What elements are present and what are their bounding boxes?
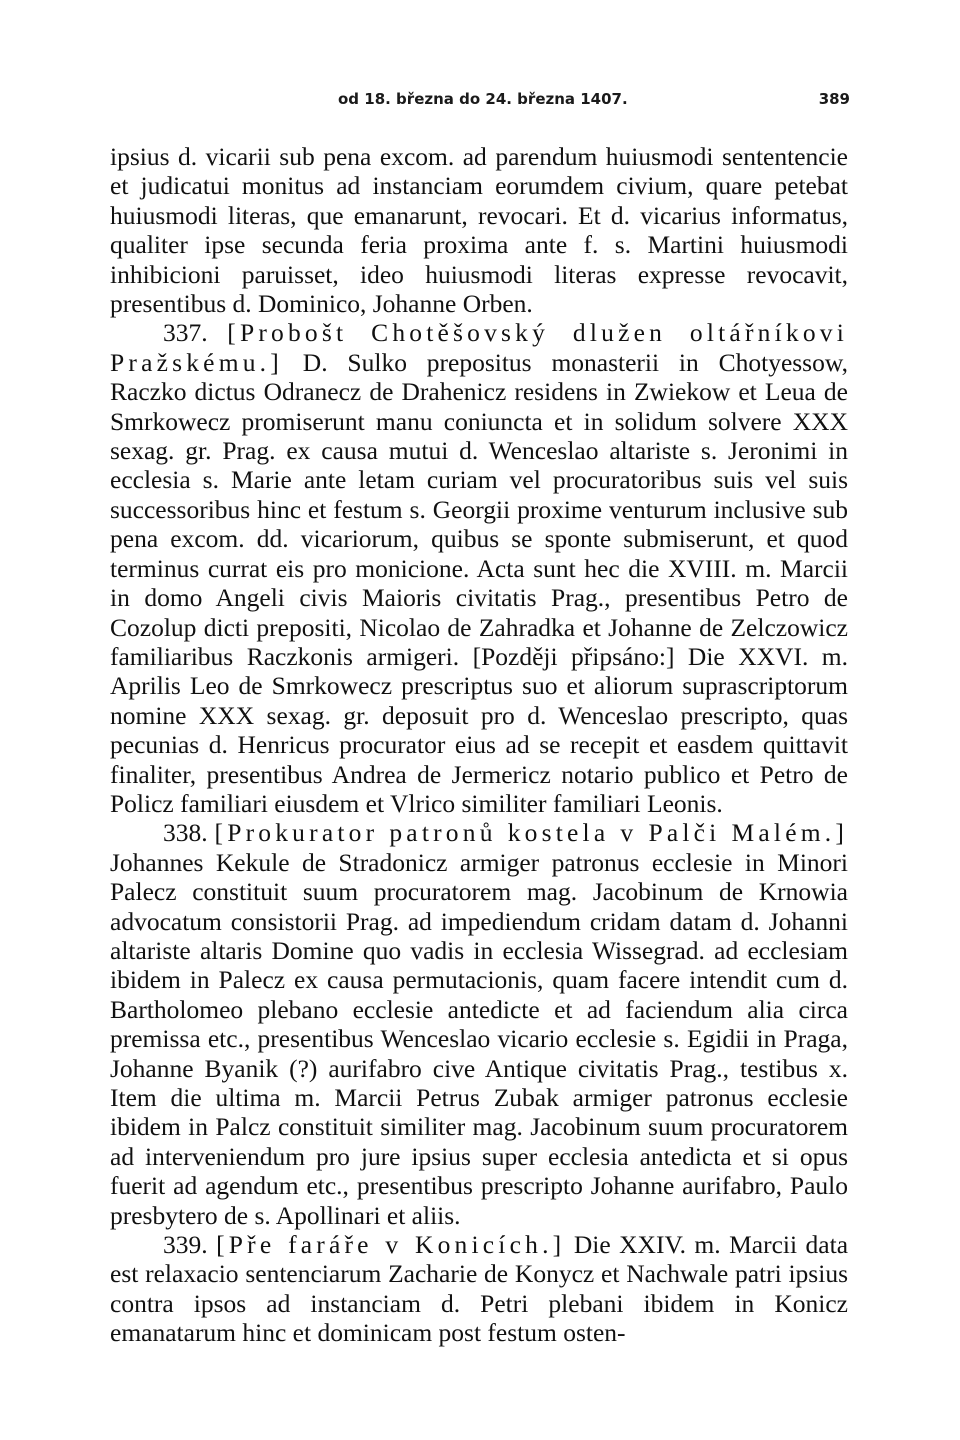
paragraph-text: ipsius d. vicarii sub pena excom. ad parendum huiusmodi sententencie et judicatui monitus ad instanciam eorumdem civium, quare petebat huiusmodi literas, que emanarunt, revocari. Et d. vicarius informatus, qualiter ipse secunda feria proxima ante f. s. Martini huiusmodi inhibicioni paruisset, ideo huiusmodi literas expresse revocavit, presentibus d. Dominico, Johanne Orben. [110,142,848,319]
entry-heading: [Probošt Chotěšovský dlužen oltářníkovi Pražskému.] [110,318,849,377]
page-header [110,90,850,114]
entry-number: 339. [163,1230,208,1260]
entry-heading: [Pře faráře v Konicích.] [216,1230,566,1260]
entry-heading: [Prokurator patronů kostela v Palči Malém.] [214,818,849,848]
entry-338 [110,818,848,1230]
entry-number: 338. [163,818,208,848]
entry-number: 337. [163,318,208,348]
entry-text: D. Sulko prepositus monasterii in Chotyessow, Raczko dictus Odranecz de Drahenicz residens in Zwiekow et Leua de Smrkowecz promiserunt manu coniuncta et in solidum solvere XXX sexag. gr. Prag. ex causa mutui d. Wenceslao altariste s. Jeronimi in ecclesia s. Marie ante letam curiam vel procuratoribus suis vel suis successoribus hinc et festum s. Georgii proxime venturum inclusive sub pena excom. dd. vicariorum, quibus se sponte submiserunt, et quod terminus currat eis pro monicione. Acta sunt hec die XVIII. m. Marcii in domo Angeli civis Maioris civitatis Prag., presentibus Petro de Cozolup dicti prepositi, Nicolao de Zahradka et Johanne de Zelczowicz familiaribus Raczkonis armigeri. [Později připsáno:] Die XXVI. m. Aprilis Leo de Smrkowecz prescriptus suo et aliorum suprascriptorum nomine XXX sexag. gr. deposuit pro d. Wenceslao prescripto, quas pecunias d. Henricus procurator eius ad se recepit et easdem quittavit finaliter, presentibus Andrea de Jermericz notario publico et Petro de Policz familiari eiusdem et Vlrico similiter familiari Leonis. [110,347,848,818]
paragraph-continuation [110,142,848,318]
entry-339 [110,1230,848,1348]
body-text [110,142,848,1348]
page-number: 389 [818,90,850,108]
running-title: od 18. března do 24. března 1407. [338,90,628,108]
entry-337 [110,318,848,818]
entry-text: Johannes Kekule de Stradonicz armiger patronus ecclesie in Minori Palecz constituit suum procuratorem mag. Jacobinum de Krnowia advocatum consistorii Prag. ad impediendum cridam datam d. Johanni altariste altaris Domine quo vadis in ecclesia Wissegrad. ad ecclesiam ibidem in Palecz ex causa permutacionis, quam facere intendit cum d. Bartholomeo plebano ecclesie antedicte et ad faciendum alia circa premissa etc., presentibus Wenceslao vicario ecclesie s. Egidii in Praga, Johanne Byanik (?) aurifabro cive Antique civitatis Prag., testibus x. Item die ultima m. Marcii Petrus Zubak armiger patronus ecclesie ibidem in Palcz constituit similiter mag. Jacobinum suum procuratorem ad interveniendum pro jure ipsius super ecclesia antedicta et si opus fuerit ad agendum etc., presentibus prescripto Johanne aurifabro, Paulo presbytero de s. Apollinari et aliis. [110,847,848,1230]
entry-text: Die XXIV. m. Marcii data est relaxacio sentenciarum Zacharie de Konycz et Nachwale patri ipsius contra ipsos ad instanciam d. Petri plebani ibidem in Konicz emanatarum hinc et dominicam post festum osten- [110,1230,849,1348]
